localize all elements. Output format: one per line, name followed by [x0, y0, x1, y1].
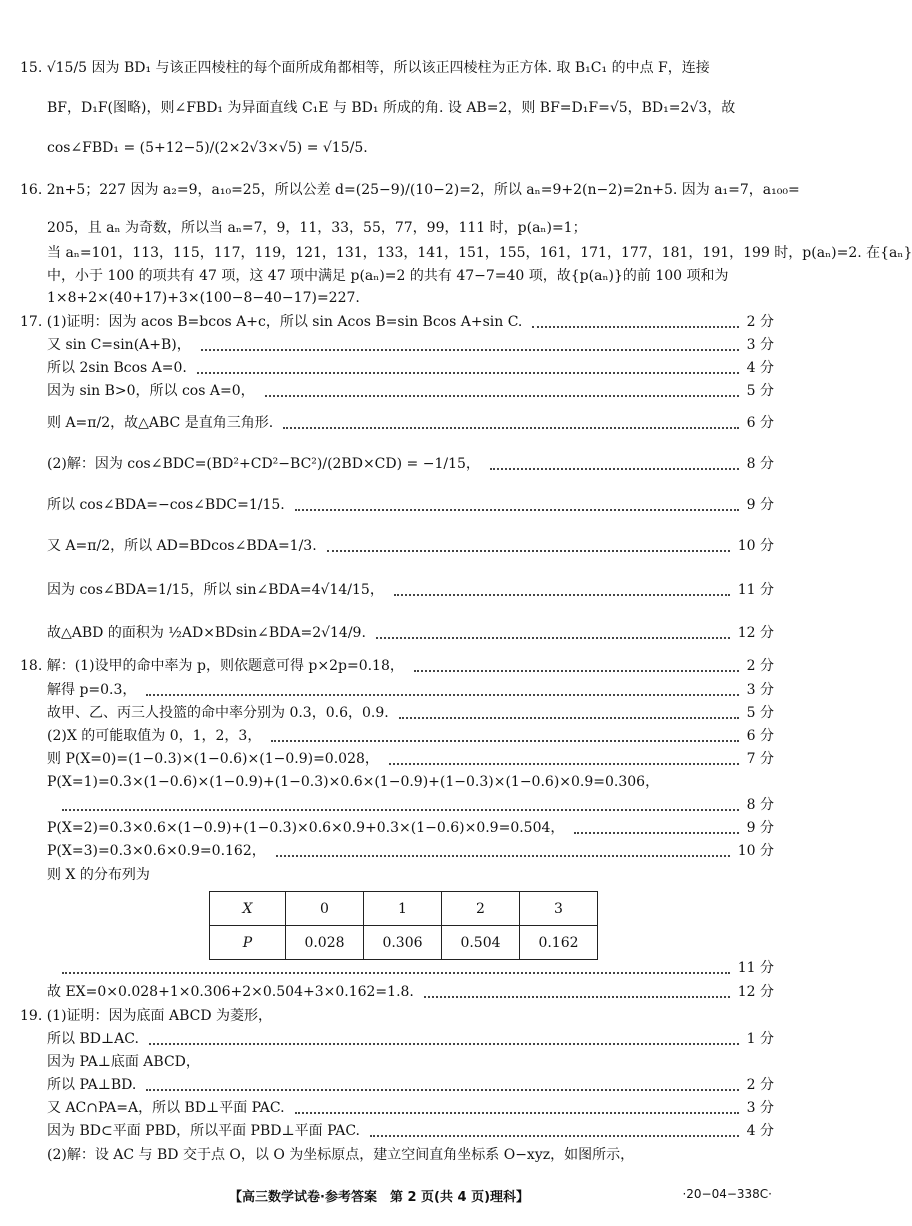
dotted-leader [62, 807, 739, 811]
answer-text: 当 aₙ=101，113，115，117，119，121，131，133，141，151，155，161，171，177，181，191，199 时，p(aₙ)=2. 在{aₙ} [47, 245, 912, 261]
dotted-leader [197, 370, 739, 374]
answer-text: 又 A=π/2，所以 AD=BDcos∠BDA=1/3. [47, 538, 317, 554]
answer-line [0, 1121, 794, 1145]
answer-line [0, 312, 794, 336]
answer-text: 故△ABD 的面积为 ½AD×BDsin∠BDA=2√14/9. [47, 625, 366, 641]
table-cell: X [210, 892, 286, 926]
dotted-leader [149, 1041, 739, 1045]
answer-text: 所以 2sin Bcos A=0. [47, 360, 187, 376]
score-mark: 2 分 [746, 1077, 774, 1093]
answer-text: 则 P(X=0)=(1−0.3)×(1−0.6)×(1−0.9)=0.028， [47, 751, 379, 767]
answer-text: 17. (1)证明：因为 acos B=bcos A+c，所以 sin Acos B=sin Bcos A+sin C. [20, 314, 523, 330]
table-row-x [210, 892, 598, 926]
answer-text: 16. 2n+5；227 因为 a₂=9，a₁₀=25，所以公差 d=(25−9)/(10−2)=2，所以 aₙ=9+2(n−2)=2n+5. 因为 a₁=7，a₁₀₀= [20, 182, 800, 198]
answer-text: 所以 cos∠BDA=−cos∠BDC=1/15. [47, 497, 285, 513]
answer-line [0, 818, 794, 842]
answer-line [0, 1145, 794, 1169]
answer-line [0, 772, 794, 796]
answer-text: 因为 cos∠BDA=1/15，所以 sin∠BDA=4√14/15， [47, 582, 384, 598]
answer-line [0, 288, 794, 312]
answer-line [0, 358, 794, 382]
answer-text: P(X=1)=0.3×(1−0.6)×(1−0.9)+(1−0.3)×0.6×(1−0.9)+(1−0.3)×(1−0.6)×0.9=0.306， [47, 774, 660, 790]
answer-text: 又 AC∩PA=A，所以 BD⊥平面 PAC. [47, 1100, 285, 1116]
dotted-leader [146, 692, 739, 696]
answer-text: 则 X 的分布列为 [47, 867, 150, 883]
answer-text: 1×8+2×(40+17)+3×(100−8−40−17)=227. [47, 290, 360, 306]
score-mark: 11 分 [737, 582, 774, 598]
answer-text: 故 EX=0×0.028+1×0.306+2×0.504+3×0.162=1.8. [47, 984, 414, 1000]
score-mark: 8 分 [746, 797, 774, 813]
answer-line [0, 841, 794, 865]
dotted-leader [414, 668, 739, 672]
score-mark: 4 分 [746, 360, 774, 376]
score-mark: 11 分 [737, 960, 774, 976]
score-mark: 9 分 [746, 820, 774, 836]
dotted-leader [389, 761, 739, 765]
dotted-leader [399, 715, 739, 719]
answer-line [0, 1052, 794, 1076]
answer-text: 中，小于 100 的项共有 47 项，这 47 项中满足 p(aₙ)=2 的共有 47−7=40 项，故{p(aₙ)}的前 100 项和为 [47, 268, 729, 284]
answer-line [0, 495, 794, 519]
answer-text: P(X=3)=0.3×0.6×0.9=0.162， [47, 843, 266, 859]
answer-line [0, 982, 794, 1006]
answer-text: cos∠FBD₁ = (5+12−5)/(2×2√3×√5) = √15/5. [47, 140, 368, 156]
dotted-leader [295, 507, 739, 511]
dotted-leader [201, 347, 739, 351]
answer-text: 18. 解：(1)设甲的命中率为 p，则依题意可得 p×2p=0.18， [20, 658, 404, 674]
table-cell: 1 [364, 892, 442, 926]
score-mark: 7 分 [746, 751, 774, 767]
answer-line [0, 1006, 794, 1030]
answer-text: 19. (1)证明：因为底面 ABCD 为菱形， [20, 1008, 273, 1024]
answer-line [0, 1075, 794, 1099]
answer-line [0, 243, 912, 267]
answer-text: 因为 sin B>0，所以 cos A=0， [47, 383, 255, 399]
dotted-leader [146, 1087, 739, 1091]
answer-line [0, 795, 794, 819]
footer-title: 【高三数学试卷·参考答案 第 2 页(共 4 页)理科】 [229, 1190, 530, 1205]
table-cell: 0 [286, 892, 364, 926]
table-row-p [210, 926, 598, 960]
answer-line [0, 266, 794, 290]
answer-text: (2)解：设 AC 与 BD 交于点 O，以 O 为坐标原点，建立空间直角坐标系 O−xyz，如图所示， [47, 1147, 635, 1163]
answer-line [0, 656, 794, 680]
dotted-leader [327, 548, 730, 552]
answer-text: 因为 BD⊂平面 PBD，所以平面 PBD⊥平面 PAC. [47, 1123, 360, 1139]
table-cell: 0.162 [520, 926, 598, 960]
score-mark: 9 分 [746, 497, 774, 513]
answer-text: BF，D₁F(图略)，则∠FBD₁ 为异面直线 C₁E 与 BD₁ 所成的角. 设 AB=2，则 BF=D₁F=√5，BD₁=2√3，故 [47, 100, 736, 116]
answer-line [0, 1029, 794, 1053]
footer-code: ·20−04−338C· [682, 1187, 772, 1201]
answer-line [0, 98, 794, 122]
dotted-leader [394, 592, 730, 596]
score-mark: 6 分 [746, 415, 774, 431]
answer-line [0, 58, 794, 82]
answer-text: 又 sin C=sin(A+B)， [47, 337, 191, 353]
table-cell: 0.504 [442, 926, 520, 960]
score-mark: 4 分 [746, 1123, 774, 1139]
answer-line [0, 726, 794, 750]
answer-text: 故甲、乙、丙三人投篮的命中率分别为 0.3，0.6，0.9. [47, 705, 389, 721]
answer-line [0, 623, 794, 647]
dotted-leader [532, 324, 739, 328]
dotted-leader [283, 425, 739, 429]
dotted-leader [276, 853, 730, 857]
answer-text: 15. √15/5 因为 BD₁ 与该正四棱柱的每个面所成角都相等，所以该正四棱柱为正方体. 取 B₁C₁ 的中点 F，连接 [20, 60, 710, 76]
answer-text: 因为 PA⊥底面 ABCD， [47, 1054, 200, 1070]
dotted-leader [271, 738, 739, 742]
answer-line [0, 218, 794, 242]
answer-line [0, 749, 794, 773]
score-mark: 5 分 [746, 383, 774, 399]
answer-line [0, 335, 794, 359]
score-mark: 8 分 [746, 456, 774, 472]
dotted-leader [295, 1110, 739, 1114]
answer-text: (2)X 的可能取值为 0，1，2，3， [47, 728, 262, 744]
dotted-leader [490, 466, 739, 470]
answer-line [0, 865, 794, 889]
score-mark: 6 分 [746, 728, 774, 744]
answer-line [0, 536, 794, 560]
distribution-table [209, 891, 598, 960]
answer-line [0, 703, 794, 727]
answer-line [0, 138, 794, 162]
dotted-leader [265, 393, 739, 397]
answer-line [0, 580, 794, 604]
answer-line [0, 180, 800, 204]
score-mark: 12 分 [737, 625, 774, 641]
answer-text: 则 A=π/2，故△ABC 是直角三角形. [47, 415, 274, 431]
answer-line [0, 958, 794, 982]
table-cell: 0.306 [364, 926, 442, 960]
dotted-leader [62, 970, 730, 974]
score-mark: 5 分 [746, 705, 774, 721]
table-cell: 2 [442, 892, 520, 926]
score-mark: 1 分 [746, 1031, 774, 1047]
score-mark: 3 分 [746, 682, 774, 698]
score-mark: 10 分 [737, 843, 774, 859]
answer-text: P(X=2)=0.3×0.6×(1−0.9)+(1−0.3)×0.6×0.9+0.3×(1−0.6)×0.9=0.504， [47, 820, 565, 836]
dotted-leader [370, 1133, 739, 1137]
table-cell: 0.028 [286, 926, 364, 960]
table-cell: 3 [520, 892, 598, 926]
answer-line [0, 413, 794, 437]
score-mark: 3 分 [746, 337, 774, 353]
table-cell: P [210, 926, 286, 960]
answer-line [0, 1098, 794, 1122]
score-mark: 10 分 [737, 538, 774, 554]
answer-line [0, 454, 794, 478]
answer-line [0, 680, 794, 704]
answer-text: (2)解：因为 cos∠BDC=(BD²+CD²−BC²)/(2BD×CD) = −1/15， [47, 456, 480, 472]
score-mark: 12 分 [737, 984, 774, 1000]
answer-text: 解得 p=0.3， [47, 682, 137, 698]
score-mark: 2 分 [746, 314, 774, 330]
answer-line [0, 381, 794, 405]
score-mark: 2 分 [746, 658, 774, 674]
answer-text: 205，且 aₙ 为奇数，所以当 aₙ=7，9，11，33，55，77，99，111 时，p(aₙ)=1； [47, 220, 587, 236]
answer-text: 所以 PA⊥BD. [47, 1077, 137, 1093]
dotted-leader [424, 994, 730, 998]
score-mark: 3 分 [746, 1100, 774, 1116]
dotted-leader [376, 635, 730, 639]
answer-text: 所以 BD⊥AC. [47, 1031, 139, 1047]
dotted-leader [574, 830, 739, 834]
